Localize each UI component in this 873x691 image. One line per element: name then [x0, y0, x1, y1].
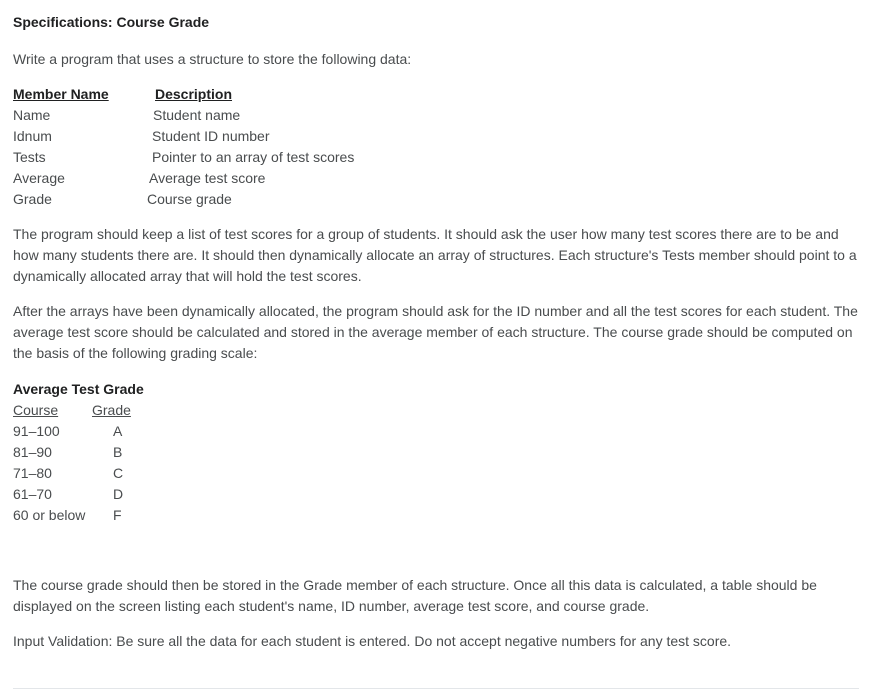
member-description-cell: Student ID number: [152, 128, 270, 144]
description-header: Description: [155, 86, 233, 102]
grade-header: Grade: [92, 402, 131, 418]
course-range-cell: 71–80: [13, 465, 52, 481]
grade-letter-cell: B: [113, 444, 123, 460]
member-name-cell: Grade: [13, 191, 52, 207]
course-range-cell: 61–70: [13, 486, 52, 502]
member-description-cell: Student name: [153, 107, 241, 123]
member-name-cell: Average: [13, 170, 65, 186]
course-header: Course: [13, 402, 59, 418]
bottom-divider: [13, 688, 859, 689]
page-title: Specifications: Course Grade: [13, 14, 210, 30]
grade-letter-cell: C: [113, 465, 124, 481]
member-name-header: Member Name: [13, 86, 109, 102]
grade-table-title: Average Test Grade: [13, 381, 144, 397]
member-name-cell: Tests: [13, 149, 46, 165]
paragraph-grading: After the arrays have been dynamically allocated, the program should ask for the ID number and all the test scores for each student. The average test score should be calculated and stored in the average member of each structure. The course grade should be computed on the basis of the following grading scale:: [13, 303, 858, 361]
member-name-cell: Name: [13, 107, 51, 123]
course-range-cell: 81–90: [13, 444, 52, 460]
member-description-cell: Course grade: [147, 191, 232, 207]
grade-letter-cell: A: [113, 423, 123, 439]
paragraph-output-table: The course grade should then be stored in the Grade member of each structure. Once all this data is calculated, a table should be displayed on the screen listing each student's name, ID number, average test score, and course grade.: [13, 577, 817, 614]
member-description-cell: Average test score: [149, 170, 266, 186]
grade-letter-cell: D: [113, 486, 124, 502]
course-range-cell: 91–100: [13, 423, 60, 439]
member-description-cell: Pointer to an array of test scores: [152, 149, 355, 165]
grade-letter-cell: F: [113, 507, 122, 523]
course-range-cell: 60 or below: [13, 507, 86, 523]
paragraph-input-validation: Input Validation: Be sure all the data for each student is entered. Do not accept negative numbers for any test score.: [13, 633, 732, 649]
intro-text: Write a program that uses a structure to store the following data:: [13, 51, 412, 67]
paragraph-dynamic-allocation: The program should keep a list of test scores for a group of students. It should ask the user how many test scores there are to be and how many students there are. It should then dynamically allocate an array of structures. Each structure's Tests member should point to a dynamically allocated array that will hold the test scores.: [13, 226, 857, 284]
member-name-cell: Idnum: [13, 128, 52, 144]
